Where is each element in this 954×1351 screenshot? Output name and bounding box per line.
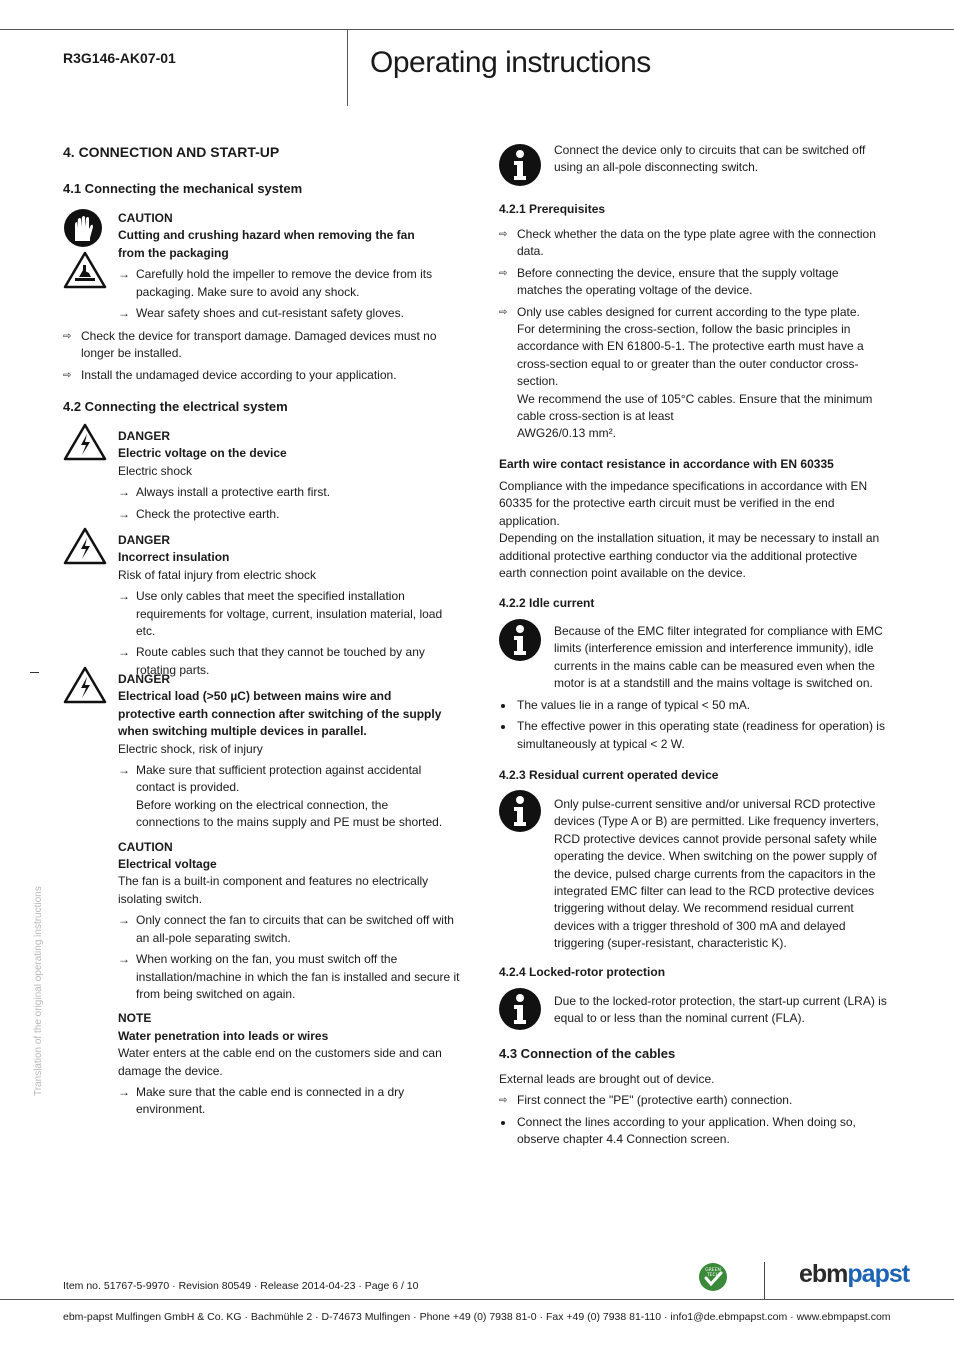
danger-block-voltage [118,428,458,523]
step-item: → Only connect the fan to circuits that can be switched off with an all-pole separating switch. [118,912,463,947]
info-icon [498,987,542,1031]
info-icon [498,143,542,187]
paragraph: Depending on the installation situation, it may be necessary to install an additional protective earthing conductor via the additional protective earth connection point available on the device. [499,531,880,581]
electric-hazard-icon [63,527,107,565]
arrow-check-icon: ⇨ [63,331,72,342]
arrow-check-icon: ⇨ [499,306,508,318]
check-item-text: For determining the cross-section, follow the basic principles in accordance with EN 61800-5-1. The protective earth must have a cross-section equal to or greater than the outer conductor cross-section. [517,322,864,389]
info-icon [498,618,542,662]
check-item [499,304,887,443]
info-icon [498,789,542,833]
info-text-rcd: Only pulse-current sensitive and/or universal RCD protective devices (Type A or B) are permitted. Like frequency inverters, RCD protective devices cannot provide personal safety while operating the device. When switching on the power supply of the device, pulsed charge currents from the capacitors in the integrated EMC filter can lead to the RCD protective devices triggering without delay. We recommend residual current devices with a trigger threshold of 300 mA and delayed triggering (super-resistant, characteristic K). [554,797,879,951]
earth-wire-text [499,478,887,582]
item-number-line: Item no. 51767-5-9970 · Revision 80549 · Release 2014-04-23 · Page 6 / 10 [63,1280,419,1292]
subsection-4-1-heading: 4.1 Connecting the mechanical system [63,181,303,196]
check-item-text: Install the undamaged device according to your application. [81,367,397,382]
danger-label: DANGER [118,672,171,686]
info-text-disconnect: Connect the device only to circuits that can be switched off using an all-pole disconnecting switch. [554,143,866,175]
step-item: → Carefully hold the impeller to remove the device from its packaging. Make sure to avoid any shock. [118,266,456,301]
crushing-hazard-icon [63,251,107,289]
cables-text [499,1071,887,1149]
footer-rule [0,1299,954,1300]
bullet-item: Connect the lines according to your application. When doing so, observe chapter 4.4 Connection screen. [499,1114,867,1149]
note-body: Water enters at the cable end on the customers side and can damage the device. [118,1046,442,1078]
footer-divider [764,1262,765,1299]
danger-body: Risk of fatal injury from electric shock [118,567,317,582]
greentech-badge-icon [698,1262,728,1292]
bullet-item: The values lie in a range of typical < 50 mA. [499,697,887,714]
badge-text-top: GREEN [705,1268,721,1273]
check-item [63,367,443,384]
danger-label: DANGER [118,429,171,443]
caution-block-mechanical [118,210,433,322]
subsection-4-2-3-heading: 4.2.3 Residual current operated device [499,768,719,782]
danger-body: Electric shock, risk of injury [118,741,263,756]
header-top-rule [0,29,954,30]
check-item-text: Check the device for transport damage. Damaged devices must no longer be installed. [81,329,437,361]
step-item [118,762,463,832]
paragraph: Compliance with the impedance specifications in accordance with EN 60335 for the protective earth circuit must be verified in the end application. [499,479,868,528]
check-item [499,226,887,261]
caution-label: CAUTION [118,839,173,854]
danger-heading: Electric voltage on the device [118,446,287,461]
step-item: → Use only cables that meet the specified installation requirements for voltage, current, insulation material, load etc. [118,588,463,640]
check-item-text: First connect the "PE" (protective earth) connection. [517,1093,793,1108]
check-item [499,1092,887,1109]
arrow-check-icon: ⇨ [499,229,508,240]
check-item [63,328,443,363]
check-item [499,265,887,300]
danger-block-insulation [118,532,463,679]
paragraph: External leads are brought out of device. [499,1072,715,1086]
info-text-locked-rotor: Due to the locked-rotor protection, the start-up current (LRA) is equal to or less than the nominal current (FLA). [554,994,887,1026]
step-item: → Wear safety shoes and cut-resistant safety gloves. [118,305,428,322]
arrow-check-icon: ⇨ [499,1095,508,1107]
step-item: → Always install a protective earth first. [118,484,458,501]
danger-label: DANGER [118,533,171,547]
danger-block-electrical-load [118,671,463,1119]
step-item: → Make sure that the cable end is connected in a dry environment. [118,1084,436,1119]
step-item: → When working on the fan, you must switch off the installation/machine in which the fan is installed and secure it from being switched on again. [118,951,463,1003]
note-heading: Water penetration into leads or wires [118,1028,329,1043]
electric-hazard-icon [63,666,107,704]
danger-body: Electric shock [118,463,193,478]
model-number: R3G146-AK07-01 [63,50,176,66]
bullet-item: The effective power in this operating state (readiness for operation) is simultaneously at typical < 2 W. [499,718,887,753]
subsection-4-2-4-heading: 4.2.4 Locked-rotor protection [499,965,666,979]
subsection-4-2-2-heading: 4.2.2 Idle current [499,596,595,610]
caution-heading: Cutting and crushing hazard when removing the fan from the packaging [118,228,415,260]
danger-heading: Electrical load (>50 µC) between mains wire and protective earth connection after switching of the supply when switching multiple devices in parallel. [118,689,442,739]
danger-heading: Incorrect insulation [118,550,230,565]
margin-mark [30,672,39,673]
check-list-mechanical [63,328,443,384]
translation-side-note: Translation of the original operating instructions [33,886,44,1096]
idle-current-list [499,697,887,753]
section-heading: 4. CONNECTION AND START-UP [63,144,280,160]
header-divider [347,29,348,106]
subsection-4-2-heading: 4.2 Connecting the electrical system [63,399,288,414]
page-title: Operating instructions [370,46,651,79]
step-item: → Route cables such that they cannot be touched by any rotating parts. [118,644,446,679]
subsection-4-3-heading: 4.3 Connection of the cables [499,1046,676,1061]
logo-papst: papst [847,1260,910,1288]
note-label: NOTE [118,1011,152,1026]
caution-heading: Electrical voltage [118,857,217,872]
subsection-4-2-1-heading: 4.2.1 Prerequisites [499,202,606,216]
info-text-idle-current: Because of the EMC filter integrated for compliance with EMC limits (interference emission and interference immunity), idle currents in the mains cable can be measured even when the motor is at a standstill and the mains voltage is switched on. [554,624,883,691]
prerequisites-list [499,226,887,443]
arrow-check-icon: ⇨ [63,369,72,381]
caution-label: CAUTION [118,211,173,225]
earth-wire-heading: Earth wire contact resistance in accordance with EN 60335 [499,457,834,471]
badge-text-bottom: TECH [706,1273,720,1278]
arrow-check-icon: ⇨ [499,267,508,279]
company-address: ebm-papst Mulfingen GmbH & Co. KG · Bachmühle 2 · D-74673 Mulfingen · Phone +49 (0) 7938 81-0 · Fax +49 (0) 7938 81-110 · info1@de.ebmpapst.com · www.ebmpapst.com [63,1311,891,1323]
step-item: → Check the protective earth. [118,506,458,523]
caution-body: The fan is a built-in component and features no electrically isolating switch. [118,874,429,906]
check-item-text: We recommend the use of 105°C cables. Ensure that the minimum cable cross-section is at least [517,391,873,424]
protective-gloves-icon [63,208,105,248]
check-item-text: Only use cables designed for current according to the type plate. [517,304,860,319]
step-text: → Make sure that sufficient protection against accidental contact is provided. [136,763,422,795]
check-item-text: AWG26/0.13 mm². [517,426,616,441]
check-item-text: Before connecting the device, ensure that the supply voltage matches the operating voltage of the device. [517,265,839,298]
check-item-text: Check whether the data on the type plate agree with the connection data. [517,227,876,259]
logo-ebm: ebm [799,1260,848,1288]
step-text-continued: Before working on the electrical connection, the connections to the mains supply and PE must be shorted. [136,797,443,830]
ebmpapst-logo [799,1258,909,1290]
electric-hazard-icon [63,423,107,461]
